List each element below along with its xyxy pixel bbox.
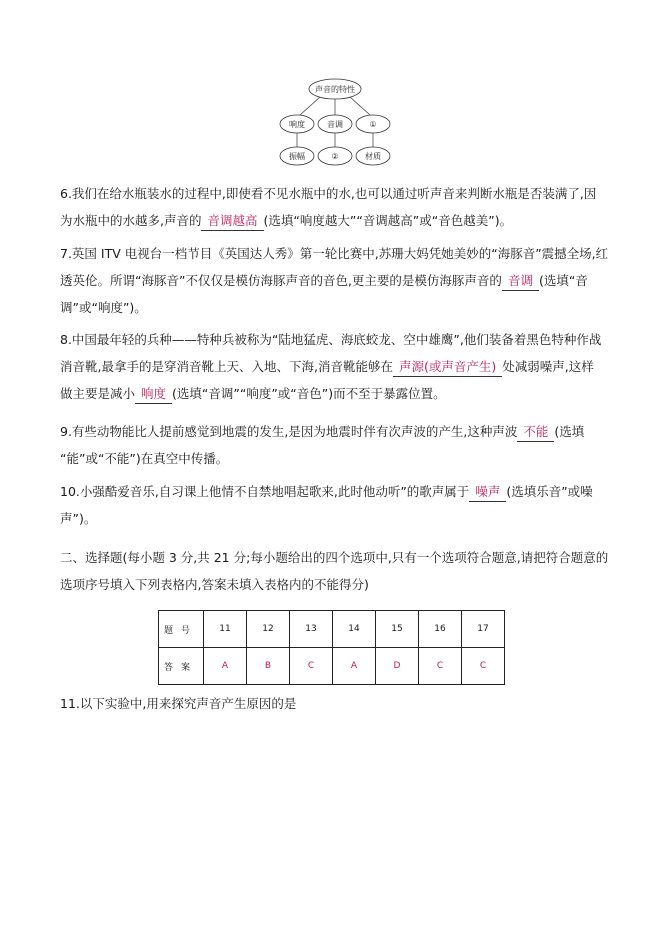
table-cell: 15 <box>376 611 419 648</box>
root-node-label: 声音的特性 <box>315 85 355 94</box>
answer-blank: 音调 <box>502 272 539 291</box>
table-cell: 13 <box>290 611 333 648</box>
table-cell-answer: C <box>419 648 462 685</box>
question-9-line-1: 9.有些动物能比人提前感觉到地震的发生,是因为地震时伴有次声波的产生,这种声波 不能 (选填 <box>60 418 620 445</box>
table-cell: 11 <box>204 611 247 648</box>
answer-blank: 声源(或声音产生) <box>393 358 502 377</box>
bottom-node-label: ② <box>331 152 339 161</box>
table-cell: 17 <box>462 611 505 648</box>
question-8-line-3: 做主要是减小 响度 (选填“音调”“响度”或“音色”)而不至于暴露位置。 <box>60 380 620 407</box>
question-10-line-2: 声”)。 <box>60 511 97 526</box>
bottom-node-label: 振幅 <box>289 152 305 161</box>
concept-map <box>270 75 400 175</box>
table-cell-answer: D <box>376 648 419 685</box>
answer-table <box>158 610 505 685</box>
question-7-line-3: 调”或“响度”)。 <box>60 300 147 315</box>
table-row-numbers <box>159 611 505 648</box>
question-10-line-1: 10.小强酷爱音乐,自习课上他情不自禁地唱起歌来,此时他动听”的歌声属于 噪声 (选填乐音”或噪 <box>60 478 620 505</box>
answer-blank: 响度 <box>135 385 172 404</box>
table-header-number: 题号 <box>159 611 204 648</box>
answer-blank: 音调越高 <box>201 212 263 231</box>
question-11 <box>60 690 620 717</box>
table-cell: 14 <box>333 611 376 648</box>
question-6 <box>60 180 620 234</box>
question-6-line-2: 为水瓶中的水越多,声音的 音调越高 (选填“响度越大”“音调越高”或“音色越美”)。 <box>60 207 620 234</box>
table-cell-answer: C <box>290 648 333 685</box>
bottom-node-label: 材质 <box>365 152 381 161</box>
edge <box>300 97 320 115</box>
question-7 <box>60 240 620 321</box>
table-cell-answer: A <box>204 648 247 685</box>
table-header-answer: 答案 <box>159 648 204 685</box>
section-2-heading <box>60 544 620 598</box>
question-9-line-2: “能”或“不能”)在真空中传播。 <box>60 451 229 466</box>
mid-node-label: ① <box>369 120 377 129</box>
question-8-line-2: 消音靴,最拿手的是穿消音靴上天、入地、下海,消音靴能够在 声源(或声音产生) 处减弱噪声,这样 <box>60 353 620 380</box>
question-7-line-2: 透英伦。所谓“海豚音”不仅仅是模仿海豚声音的音色,更主要的是模仿海豚声音的 音调 (选填“音 <box>60 267 620 294</box>
table-cell: 16 <box>419 611 462 648</box>
table-cell-answer: A <box>333 648 376 685</box>
table-row-answers <box>159 648 505 685</box>
question-6-line-1: 6.我们在给水瓶装水的过程中,即使看不见水瓶中的水,也可以通过听声音来判断水瓶是否装满了,因 <box>60 186 597 201</box>
question-9 <box>60 418 620 472</box>
answer-blank: 不能 <box>517 423 554 442</box>
question-7-line-1: 7.英国 ITV 电视台一档节目《英国达人秀》第一轮比赛中,苏珊大妈凭她美妙的“海豚音”震撼全场,红 <box>60 246 609 261</box>
answer-blank: 噪声 <box>469 483 506 502</box>
table-cell-answer: C <box>462 648 505 685</box>
table-cell: 12 <box>247 611 290 648</box>
question-8 <box>60 326 620 407</box>
table-cell-answer: B <box>247 648 290 685</box>
question-8-line-1: 8.中国最年轻的兵种——特种兵被称为“陆地猛虎、海底蛟龙、空中雄鹰”,他们装备着黑色特种作战 <box>60 332 602 347</box>
sound-characteristics-diagram <box>270 75 400 175</box>
section-2-line-1: 二、选择题(每小题 3 分,共 21 分;每小题给出的四个选项中,只有一个选项符合题意,请把符合题意的 <box>60 550 609 565</box>
question-11-line-1: 11.以下实验中,用来探究声音产生原因的是 <box>60 696 297 711</box>
mid-node-label: 响度 <box>289 120 305 129</box>
edge <box>350 97 370 115</box>
mid-node-label: 音调 <box>327 120 343 129</box>
section-2-line-2: 选项序号填入下列表格内,答案未填入表格内的不能得分) <box>60 577 369 592</box>
question-10 <box>60 478 620 532</box>
